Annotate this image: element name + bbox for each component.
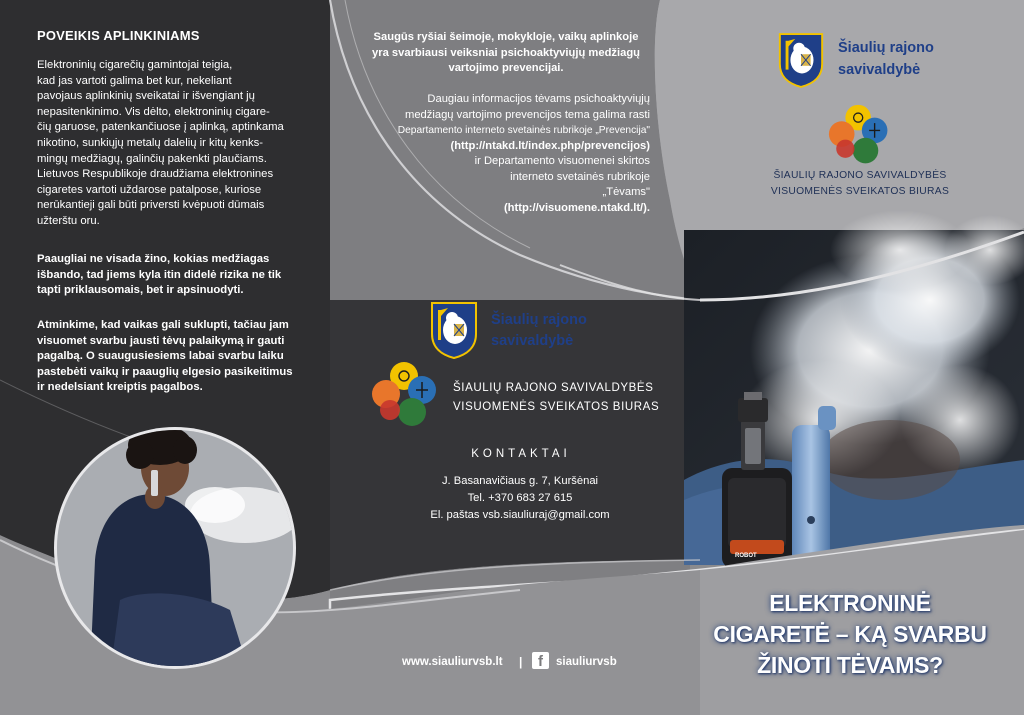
paragraph-line: Atminkime, kad vaikas gali suklupti, tačiau jam (37, 319, 289, 331)
website-link[interactable]: www.siauliurvsb.lt (402, 656, 503, 668)
device-brand-label: ROBOT (735, 553, 757, 559)
health-bureau-logo-icon (826, 103, 894, 167)
info-line: medžiagų vartojimo prevencijos tema galima rasti (405, 108, 650, 121)
bureau-name-line2: VISUOMENĖS SVEIKATOS BIURAS (453, 401, 660, 413)
municipality-name-line1: Šiaulių rajono (491, 312, 587, 328)
bureau-name-line1: ŠIAULIŲ RAJONO SAVIVALDYBĖS (453, 382, 654, 394)
intro-line: Saugūs ryšiai šeimoje, mokykloje, vaikų aplinkoje (373, 31, 639, 43)
municipality-name-line2: savivaldybė (838, 62, 921, 78)
paragraph-line: tapti priklausomais, bet ir apsinuodyti. (37, 284, 244, 297)
paragraph-line: kad jas vartoti galima bet kur, nekeliant (37, 74, 232, 87)
paragraph-line: mingų medžiagų, galinčių pakenkti plaučiams. (37, 152, 267, 165)
paragraph-line: pastebėti vaikų ir paauglių elgesio pasikeitimus (37, 365, 293, 378)
contacts-heading: KONTAKTAI (471, 448, 571, 460)
facebook-icon[interactable]: f (532, 652, 549, 669)
contact-phone[interactable]: Tel. +370 683 27 615 (467, 492, 573, 504)
bureau-name-line1: ŠIAULIŲ RAJONO SAVIVALDYBĖS (773, 170, 947, 181)
title-line: ELEKTRONINĖ (769, 590, 931, 616)
paragraph-line: čių garuose, patenkančiuose į aplinką, aptinkama (37, 121, 284, 134)
intro-line: yra svarbiausi veiksniai psichoaktyviųjų medžiagų (372, 46, 640, 59)
intro-line: vartojimo prevencijai. (448, 62, 564, 74)
paragraph-line: nerūkantieji gali būti priversti kvėpuoti dūmais (37, 199, 265, 212)
contact-address: J. Basanavičiaus g. 7, Kuršėnai (441, 475, 599, 487)
info-line: interneto svetainės rubrikoje (510, 170, 650, 183)
paragraph-line: pagalbą. O suaugusiesiems labai svarbu laiku (37, 350, 284, 363)
paragraph-line: nikotino, sunkiųjų metalų dalelių ir kitų kenks- (37, 136, 264, 149)
paragraph-line: Elektroninių cigarečių gamintojai teigia, (37, 59, 233, 71)
body-paragraph-environment (37, 58, 304, 230)
body-paragraph-risk (37, 252, 304, 299)
info-link[interactable]: (http://visuomene.ntakd.lt/). (503, 201, 650, 214)
info-line: Daugiau informacijos tėvams psichoaktyviųjų (427, 93, 650, 105)
paragraph-line: ir nedelsiant kreiptis pagalbos. (37, 381, 203, 394)
paragraph-line: nepasitenkinimo. Vis dėlto, elektroninių cigare- (37, 105, 270, 118)
footer-separator: | (519, 655, 523, 669)
info-line: Departamento interneto svetainės rubrikoje „Prevencija" (397, 125, 650, 136)
title-line: CIGARETĖ – KĄ SVARBU (713, 621, 987, 647)
title-line: ŽINOTI TĖVAMS? (757, 652, 943, 678)
paragraph-line: cigaretes vartoti uždarose patalpose, kuriose (37, 183, 262, 196)
coat-of-arms-icon (776, 30, 826, 90)
paragraph-line: visuomet svarbu jausti tėvų palaikymą ir gauti (37, 334, 285, 347)
bureau-name-line2: VISUOMENĖS SVEIKATOS BIURAS (770, 186, 950, 197)
paragraph-line: pavojaus aplinkinių sveikatai ir išvengiant jų (37, 90, 255, 103)
panel-heading: POVEIKIS APLINKINIAMS (37, 28, 200, 43)
info-line: ir Departamento visuomenei skirtos (474, 155, 650, 167)
paragraph-line: Paaugliai ne visada žino, kokias medžiagas (37, 253, 270, 265)
info-paragraph (356, 92, 650, 216)
contact-email[interactable]: El. paštas vsb.siauliuraj@gmail.com (430, 509, 610, 521)
municipality-name-line2: savivaldybė (491, 333, 574, 349)
facebook-link[interactable]: siauliurvsb (556, 656, 617, 668)
paragraph-line: užterštu oru. (37, 214, 100, 227)
intro-paragraph (356, 30, 656, 77)
info-link[interactable]: (http://ntakd.lt/index.php/prevencijos) (450, 139, 650, 152)
paragraph-line: išbando, tad jiems kyla itin didelė rizika ne tik (37, 268, 282, 281)
health-bureau-logo-icon (370, 360, 442, 430)
coat-of-arms-icon (428, 300, 480, 360)
body-paragraph-support (37, 318, 304, 396)
paragraph-line: Lietuvos Respublikoje draudžiama elektronines (37, 168, 274, 181)
brochure-title (700, 588, 1000, 681)
info-line: „Tėvams" (602, 186, 650, 198)
municipality-name-line1: Šiaulių rajono (838, 40, 934, 56)
